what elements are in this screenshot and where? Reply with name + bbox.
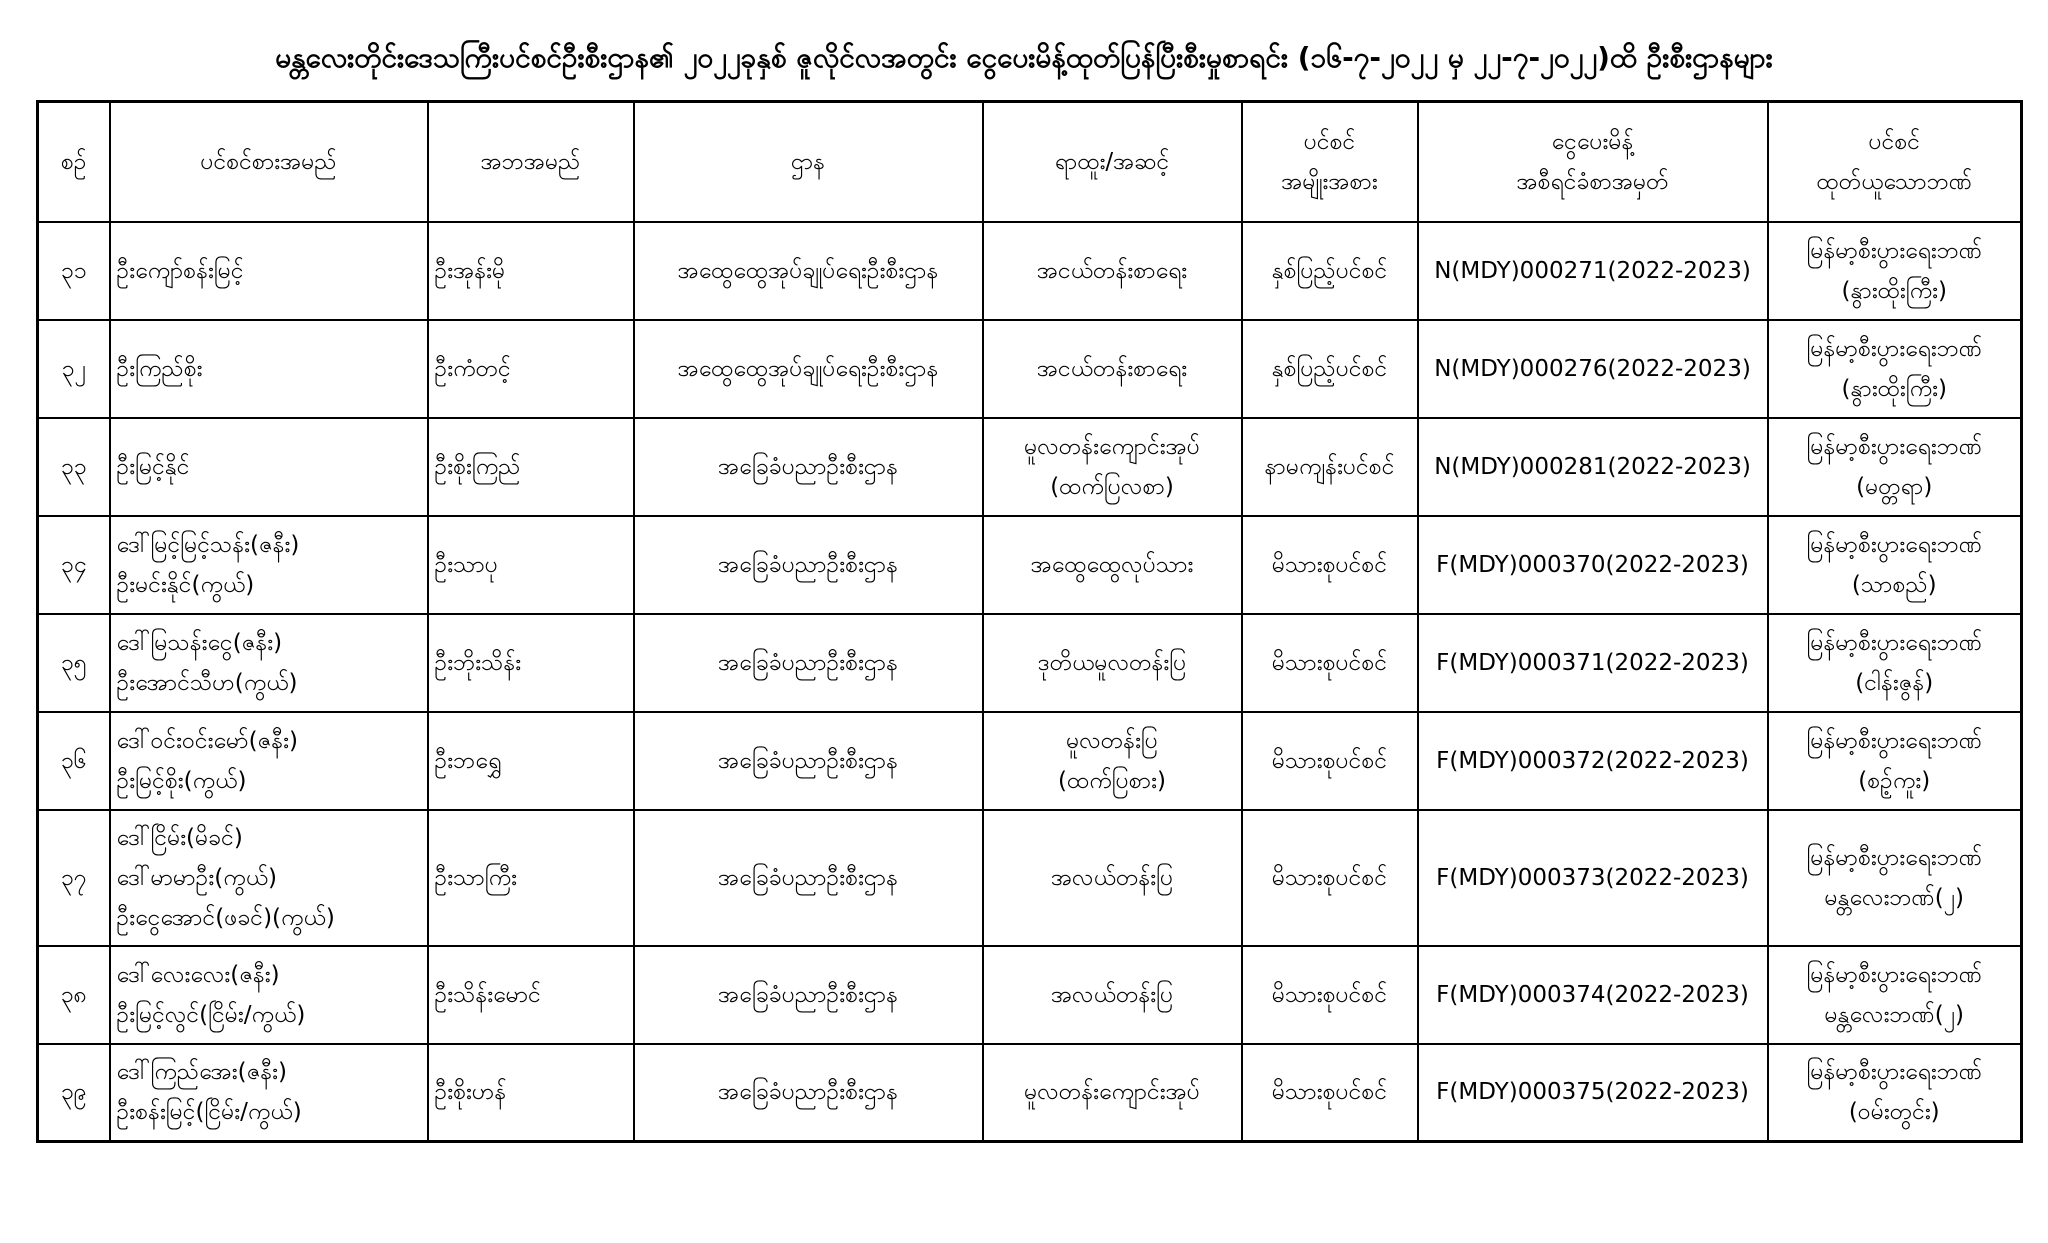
- header-text: စဉ်: [60, 148, 87, 175]
- cell-text: မိသားစုပင်စင်: [1271, 747, 1388, 774]
- header-department: [634, 102, 983, 222]
- cell-father-name: [428, 946, 634, 1044]
- cell-report-number: [1418, 222, 1768, 320]
- cell-text: ဦးစိုးကြည်: [434, 453, 521, 480]
- cell-pension-type: [1242, 222, 1418, 320]
- cell-text: ၃၃: [60, 453, 87, 480]
- cell-bank: [1768, 418, 2022, 516]
- cell-text-line: ဒုတိယမူလတန်းပြ: [1037, 649, 1187, 676]
- cell-text-line: မန္တလေးဘဏ်(၂): [1824, 884, 1964, 911]
- cell-bank: [1768, 1044, 2022, 1142]
- cell-no: [38, 946, 110, 1044]
- cell-text: ဦးစိုးဟန်: [434, 1079, 507, 1106]
- table-header-row: [38, 102, 2022, 222]
- cell-pensioner-name: [110, 946, 428, 1044]
- header-report-number: [1418, 102, 1768, 222]
- cell-text: ၃၇: [60, 864, 87, 891]
- cell-pensioner-name: [110, 222, 428, 320]
- cell-text: အခြေခံပညာဦးစီးဌာန: [717, 864, 899, 891]
- header-father-name: [428, 102, 634, 222]
- table-row: [38, 418, 2022, 516]
- cell-text: ဦးသိန်းမောင်: [434, 981, 541, 1008]
- cell-position: [983, 946, 1242, 1044]
- cell-no: [38, 222, 110, 320]
- cell-bank: [1768, 712, 2022, 810]
- cell-text: အထွေထွေအုပ်ချုပ်ရေးဦးစီးဌာန: [677, 355, 939, 382]
- cell-text-line: မြန်မာ့စီးပွားရေးဘဏ်: [1806, 335, 1983, 362]
- cell-text: နာမကျန်းပင်စင်: [1264, 453, 1395, 480]
- cell-text: F(MDY)000371(2022-2023): [1436, 649, 1749, 676]
- cell-pension-type: [1242, 712, 1418, 810]
- cell-no: [38, 712, 110, 810]
- table-row: [38, 614, 2022, 712]
- cell-text-line: မူလတန်းကျောင်းအုပ်: [1024, 1079, 1200, 1106]
- cell-text-line: မြန်မာ့စီးပွားရေးဘဏ်: [1806, 237, 1983, 264]
- cell-text: ၃၈: [60, 981, 87, 1008]
- cell-pension-type: [1242, 810, 1418, 946]
- cell-text-line: ဦးမင်းနိုင်(ကွယ်): [116, 571, 255, 598]
- cell-no: [38, 516, 110, 614]
- cell-text-line: (နွားထိုးကြီး): [1841, 375, 1947, 402]
- table-row: [38, 810, 2022, 946]
- cell-pension-type: [1242, 418, 1418, 516]
- cell-text-line: (ငါန်းဇွန်): [1855, 669, 1934, 696]
- cell-text: ၃၁: [60, 257, 87, 284]
- cell-text: အခြေခံပညာဦးစီးဌာန: [717, 747, 899, 774]
- cell-text: ၃၆: [60, 747, 87, 774]
- cell-pension-type: [1242, 946, 1418, 1044]
- cell-department: [634, 946, 983, 1044]
- cell-pensioner-name: [110, 516, 428, 614]
- cell-text: နှစ်ပြည့်ပင်စင်: [1271, 355, 1388, 382]
- cell-text-line: မြန်မာ့စီးပွားရေးဘဏ်: [1806, 531, 1983, 558]
- cell-pensioner-name: [110, 320, 428, 418]
- header-text: ပင်စင်: [1868, 128, 1921, 155]
- cell-text: ဦးသာပု: [434, 551, 498, 578]
- cell-text-line: ဦးမြင့်စိုး(ကွယ်): [116, 767, 247, 794]
- cell-text-line: အလယ်တန်းပြ: [1050, 864, 1174, 891]
- cell-no: [38, 614, 110, 712]
- cell-department: [634, 222, 983, 320]
- cell-report-number: [1418, 614, 1768, 712]
- cell-text-line: ဦးစန်းမြင့်(ငြိမ်း/ကွယ်): [116, 1099, 302, 1126]
- cell-department: [634, 320, 983, 418]
- cell-father-name: [428, 516, 634, 614]
- cell-bank: [1768, 810, 2022, 946]
- cell-text-line: (သာစည်): [1851, 571, 1937, 598]
- cell-text-line: ဦးကြည်စိုး: [116, 355, 203, 382]
- cell-pension-type: [1242, 614, 1418, 712]
- cell-text-line: (နွားထိုးကြီး): [1841, 277, 1947, 304]
- cell-text: ၃၅: [60, 649, 87, 676]
- cell-department: [634, 712, 983, 810]
- cell-text: မိသားစုပင်စင်: [1271, 551, 1388, 578]
- cell-pension-type: [1242, 320, 1418, 418]
- cell-no: [38, 1044, 110, 1142]
- cell-pensioner-name: [110, 1044, 428, 1142]
- cell-department: [634, 1044, 983, 1142]
- cell-pensioner-name: [110, 810, 428, 946]
- page-title: မန္တလေးတိုင်းဒေသကြီးပင်စင်ဦးစီးဌာန၏ ၂၀၂၂ခုနှစ် ဇူလိုင်လအတွင်း ငွေပေးမိန့်ထုတ်ပြန်ပြီးစီးမှုစာရင်း (၁၆-၇-၂၀၂၂ မှ ၂၂-၇-၂၀၂၂)ထိ ဦးစီးဌာနများ: [275, 41, 1773, 74]
- cell-text-line: ဒေါ်ကြည်အေး(ဇနီး): [116, 1059, 287, 1086]
- cell-position: [983, 614, 1242, 712]
- cell-text: အခြေခံပညာဦးစီးဌာန: [717, 649, 899, 676]
- cell-bank: [1768, 516, 2022, 614]
- cell-text-line: ဦးကျော်စန်းမြင့်: [116, 257, 244, 284]
- cell-text-line: ဦးမြင့်နိုင်: [116, 453, 190, 480]
- header-text: ငွေပေးမိန့်: [1551, 128, 1634, 155]
- cell-report-number: [1418, 810, 1768, 946]
- cell-report-number: [1418, 320, 1768, 418]
- cell-text: ၃၉: [60, 1079, 87, 1106]
- header-text: အစီရင်ခံစာအမှတ်: [1516, 168, 1669, 195]
- cell-department: [634, 614, 983, 712]
- header-text: အမျိုးအစား: [1281, 168, 1378, 195]
- pension-table: [36, 100, 2023, 1143]
- cell-department: [634, 418, 983, 516]
- cell-text-line: အငယ်တန်းစာရေး: [1036, 355, 1188, 382]
- cell-no: [38, 418, 110, 516]
- header-text: ပင်စင်စားအမည်: [200, 148, 337, 175]
- cell-no: [38, 810, 110, 946]
- cell-text-line: မြန်မာ့စီးပွားရေးဘဏ်: [1806, 727, 1983, 754]
- cell-text-line: မြန်မာ့စီးပွားရေးဘဏ်: [1806, 629, 1983, 656]
- cell-text: မိသားစုပင်စင်: [1271, 864, 1388, 891]
- cell-pensioner-name: [110, 614, 428, 712]
- cell-text: ၃၄: [60, 551, 87, 578]
- cell-position: [983, 418, 1242, 516]
- cell-text: ဦးဘိုးသိန်း: [434, 649, 522, 676]
- cell-text: F(MDY)000372(2022-2023): [1436, 747, 1749, 774]
- cell-text: အခြေခံပညာဦးစီးဌာန: [717, 981, 899, 1008]
- header-bank: [1768, 102, 2022, 222]
- cell-text-line: အထွေထွေလုပ်သား: [1030, 551, 1194, 578]
- cell-text-line: အငယ်တန်းစာရေး: [1036, 257, 1188, 284]
- header-text: ရာထူး/အဆင့်: [1054, 148, 1170, 175]
- cell-text: F(MDY)000370(2022-2023): [1436, 551, 1749, 578]
- cell-department: [634, 810, 983, 946]
- cell-position: [983, 810, 1242, 946]
- cell-father-name: [428, 1044, 634, 1142]
- cell-text: အခြေခံပညာဦးစီးဌာန: [717, 453, 899, 480]
- cell-text: ဦးသာကြီး: [434, 864, 517, 891]
- cell-text: F(MDY)000375(2022-2023): [1436, 1079, 1749, 1106]
- cell-text: N(MDY)000271(2022-2023): [1434, 257, 1751, 284]
- cell-text-line: ဒေါ်မြသန်းငွေ(ဇနီး): [116, 629, 283, 656]
- cell-report-number: [1418, 516, 1768, 614]
- header-text: ထုတ်ယူသောဘဏ်: [1816, 168, 1973, 195]
- cell-report-number: [1418, 946, 1768, 1044]
- cell-text-line: မြန်မာ့စီးပွားရေးဘဏ်: [1806, 1059, 1983, 1086]
- cell-text: မိသားစုပင်စင်: [1271, 1079, 1388, 1106]
- header-text: ပင်စင်: [1303, 128, 1356, 155]
- cell-text-line: (စဉ့်ကူး): [1858, 767, 1931, 794]
- header-text: အဘအမည်: [480, 148, 581, 175]
- cell-text-line: ဒေါ်မြင့်မြင့်သန်း(ဇနီး): [116, 531, 300, 558]
- cell-bank: [1768, 222, 2022, 320]
- cell-department: [634, 516, 983, 614]
- cell-text-line: ဒေါ်ဝင်းဝင်းမော်(ဇနီး): [116, 727, 298, 754]
- cell-father-name: [428, 810, 634, 946]
- header-pension-type: [1242, 102, 1418, 222]
- cell-text-line: မူလတန်းကျောင်းအုပ်: [1024, 433, 1200, 460]
- cell-father-name: [428, 320, 634, 418]
- cell-text-line: မန္တလေးဘဏ်(၂): [1824, 1001, 1964, 1028]
- cell-report-number: [1418, 712, 1768, 810]
- cell-text-line: ဦးမြင့်လွင်(ငြိမ်း/ကွယ်): [116, 1001, 306, 1028]
- table-row: [38, 320, 2022, 418]
- cell-text-line: မြန်မာ့စီးပွားရေးဘဏ်: [1806, 844, 1983, 871]
- cell-text-line: ဒေါ်ငြိမ်း(မိခင်): [116, 824, 243, 851]
- cell-position: [983, 320, 1242, 418]
- cell-text-line: ဒေါ်လေးလေး(ဇနီး): [116, 961, 280, 988]
- cell-father-name: [428, 614, 634, 712]
- cell-text: မိသားစုပင်စင်: [1271, 649, 1388, 676]
- table-row: [38, 222, 2022, 320]
- header-text: ဌာန: [790, 148, 826, 175]
- cell-father-name: [428, 418, 634, 516]
- cell-text: အခြေခံပညာဦးစီးဌာန: [717, 551, 899, 578]
- cell-father-name: [428, 712, 634, 810]
- cell-pension-type: [1242, 516, 1418, 614]
- cell-position: [983, 516, 1242, 614]
- cell-no: [38, 320, 110, 418]
- header-no: [38, 102, 110, 222]
- cell-text-line: ဒေါ်မာမာဦး(ကွယ်): [116, 864, 278, 891]
- cell-text-line: (ထက်ပြလစာ): [1050, 473, 1174, 500]
- cell-pensioner-name: [110, 712, 428, 810]
- cell-report-number: [1418, 418, 1768, 516]
- cell-position: [983, 1044, 1242, 1142]
- cell-text: N(MDY)000276(2022-2023): [1434, 355, 1751, 382]
- cell-text: အထွေထွေအုပ်ချုပ်ရေးဦးစီးဌာန: [677, 257, 939, 284]
- cell-report-number: [1418, 1044, 1768, 1142]
- cell-text: N(MDY)000281(2022-2023): [1434, 453, 1751, 480]
- cell-text-line: မြန်မာ့စီးပွားရေးဘဏ်: [1806, 433, 1983, 460]
- cell-text: နှစ်ပြည့်ပင်စင်: [1271, 257, 1388, 284]
- header-pensioner-name: [110, 102, 428, 222]
- cell-text-line: ဦးငွေအောင်(ဖခင်)(ကွယ်): [116, 904, 335, 931]
- cell-text-line: (မတ္တရာ): [1856, 473, 1933, 500]
- cell-text: ဦးကံတင့်: [434, 355, 511, 382]
- cell-position: [983, 222, 1242, 320]
- table-row: [38, 946, 2022, 1044]
- cell-text-line: မြန်မာ့စီးပွားရေးဘဏ်: [1806, 961, 1983, 988]
- cell-text: အခြေခံပညာဦးစီးဌာန: [717, 1079, 899, 1106]
- table-row: [38, 516, 2022, 614]
- cell-pension-type: [1242, 1044, 1418, 1142]
- header-position: [983, 102, 1242, 222]
- cell-position: [983, 712, 1242, 810]
- cell-father-name: [428, 222, 634, 320]
- cell-text: F(MDY)000374(2022-2023): [1436, 981, 1749, 1008]
- cell-text-line: (ဝမ်းတွင်း): [1848, 1099, 1940, 1126]
- table-row: [38, 1044, 2022, 1142]
- cell-text-line: ဦးအောင်သီဟ(ကွယ်): [116, 669, 298, 696]
- cell-pensioner-name: [110, 418, 428, 516]
- cell-bank: [1768, 946, 2022, 1044]
- cell-bank: [1768, 614, 2022, 712]
- cell-text: ဦးဘရွှေ: [434, 747, 502, 774]
- cell-text-line: အလယ်တန်းပြ: [1050, 981, 1174, 1008]
- cell-bank: [1768, 320, 2022, 418]
- cell-text: ဦးအုန်းမို: [434, 257, 506, 284]
- table-row: [38, 712, 2022, 810]
- cell-text-line: (ထက်ပြစား): [1058, 767, 1166, 794]
- cell-text: ၃၂: [61, 355, 86, 382]
- cell-text: F(MDY)000373(2022-2023): [1436, 864, 1749, 891]
- cell-text-line: မူလတန်းပြ: [1066, 727, 1158, 754]
- cell-text: မိသားစုပင်စင်: [1271, 981, 1388, 1008]
